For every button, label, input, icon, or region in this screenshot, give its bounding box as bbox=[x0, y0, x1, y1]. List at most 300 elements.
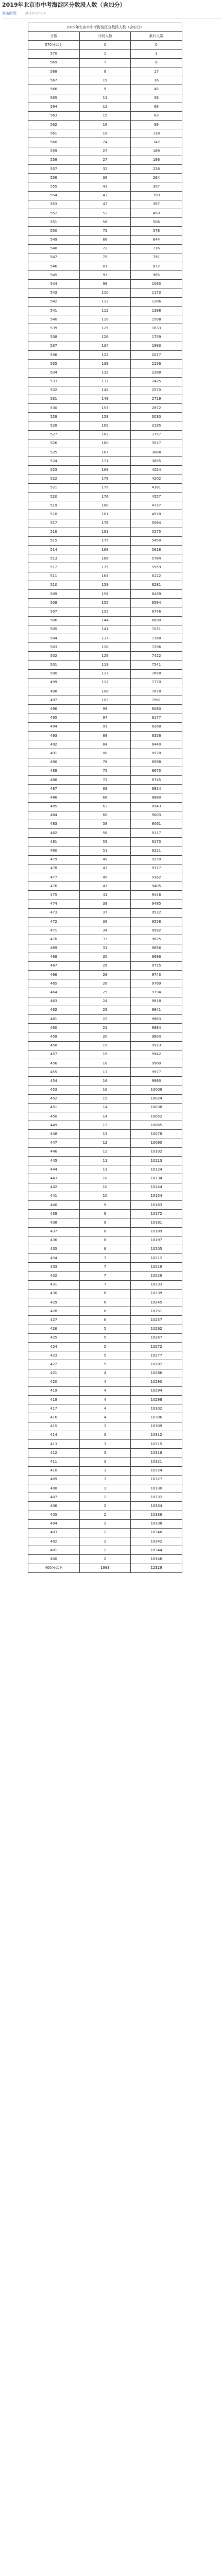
score-distribution-table bbox=[28, 23, 182, 1573]
count-cell: 5 bbox=[79, 1351, 131, 1360]
count-cell: 158 bbox=[79, 413, 131, 421]
cumulative-cell: 10078 bbox=[131, 1130, 182, 1139]
score-cell: 534 bbox=[28, 368, 80, 377]
article-meta bbox=[0, 9, 224, 17]
score-cell: 518 bbox=[28, 510, 80, 519]
table-row bbox=[28, 67, 182, 76]
cumulative-cell: 228 bbox=[131, 165, 182, 174]
count-cell: 75 bbox=[79, 253, 131, 262]
score-cell: 495 bbox=[28, 714, 80, 722]
cumulative-cell: 10336 bbox=[131, 1511, 182, 1519]
score-cell: 542 bbox=[28, 297, 80, 306]
table-row bbox=[28, 1369, 182, 1378]
count-cell: 75 bbox=[79, 767, 131, 775]
score-cell: 513 bbox=[28, 554, 80, 563]
count-cell: 43 bbox=[79, 882, 131, 891]
cumulative-cell: 10342 bbox=[131, 1537, 182, 1546]
count-cell: 2 bbox=[79, 1511, 131, 1519]
table-row bbox=[28, 76, 182, 85]
score-cell: 414 bbox=[28, 1431, 80, 1439]
score-cell: 523 bbox=[28, 466, 80, 474]
score-cell: 459 bbox=[28, 1032, 80, 1041]
table-row bbox=[28, 1130, 182, 1139]
cumulative-cell: 8598 bbox=[131, 758, 182, 767]
table-row bbox=[28, 961, 182, 970]
count-cell: 110 bbox=[79, 315, 131, 324]
score-cell: 569 bbox=[28, 58, 80, 67]
cumulative-cell: 791 bbox=[131, 253, 182, 262]
count-cell: 12 bbox=[79, 103, 131, 111]
count-cell: 19 bbox=[79, 1050, 131, 1059]
score-cell: 424 bbox=[28, 1342, 80, 1351]
count-cell: 45 bbox=[79, 873, 131, 882]
cumulative-cell: 10212 bbox=[131, 1254, 182, 1263]
score-cell: 537 bbox=[28, 342, 80, 350]
score-cell: 419 bbox=[28, 1386, 80, 1395]
cumulative-cell: 0 bbox=[131, 41, 182, 49]
count-cell: 7 bbox=[79, 58, 131, 67]
table-row bbox=[28, 678, 182, 687]
count-cell: 171 bbox=[79, 457, 131, 466]
score-cell: 519 bbox=[28, 501, 80, 510]
table-row bbox=[28, 1386, 182, 1395]
count-cell: 93 bbox=[79, 271, 131, 280]
table-row bbox=[28, 714, 182, 722]
score-cell: 407 bbox=[28, 1493, 80, 1502]
count-cell: 56 bbox=[79, 218, 131, 227]
score-cell: 539 bbox=[28, 324, 80, 333]
publish-label: 发布时间 bbox=[2, 11, 16, 15]
count-cell: 27 bbox=[79, 156, 131, 164]
count-cell: 11 bbox=[79, 1165, 131, 1174]
count-cell: 175 bbox=[79, 563, 131, 572]
score-cell: 436 bbox=[28, 1236, 80, 1245]
count-cell: 16 bbox=[79, 1077, 131, 1086]
cumulative-cell: 8440 bbox=[131, 740, 182, 749]
score-cell: 570 bbox=[28, 49, 80, 58]
table-row bbox=[28, 1396, 182, 1404]
count-cell: 10 bbox=[79, 1183, 131, 1192]
table-row bbox=[28, 156, 182, 164]
cumulative-cell: 10332 bbox=[131, 1493, 182, 1502]
cumulative-cell: 17 bbox=[131, 67, 182, 76]
count-cell: 134 bbox=[79, 342, 131, 350]
table-row bbox=[28, 510, 182, 519]
table-row bbox=[28, 882, 182, 891]
count-cell: 12 bbox=[79, 1139, 131, 1147]
count-cell: 9 bbox=[79, 1218, 131, 1227]
score-cell: 522 bbox=[28, 474, 80, 483]
cumulative-cell: 9715 bbox=[131, 961, 182, 970]
score-cell: 544 bbox=[28, 280, 80, 289]
score-cell: 415 bbox=[28, 1422, 80, 1431]
table-row bbox=[28, 1121, 182, 1130]
cumulative-cell: 10327 bbox=[131, 1475, 182, 1484]
cumulative-cell: 9794 bbox=[131, 988, 182, 997]
cumulative-cell: 10226 bbox=[131, 1272, 182, 1280]
count-cell: 128 bbox=[79, 643, 131, 652]
table-row bbox=[28, 1333, 182, 1342]
count-cell: 176 bbox=[79, 492, 131, 501]
table-row bbox=[28, 519, 182, 528]
cumulative-cell: 4381 bbox=[131, 483, 182, 492]
count-cell: 110 bbox=[79, 289, 131, 297]
score-cell: 425 bbox=[28, 1333, 80, 1342]
table-row bbox=[28, 1059, 182, 1067]
cumulative-cell: 8943 bbox=[131, 802, 182, 811]
score-cell: 541 bbox=[28, 307, 80, 315]
score-cell: 525 bbox=[28, 448, 80, 457]
publish-date: 2019-07-04 bbox=[25, 11, 46, 15]
table-row bbox=[28, 1413, 182, 1422]
table-row bbox=[28, 324, 182, 333]
score-cell: 440 bbox=[28, 1200, 80, 1209]
count-cell: 34 bbox=[79, 926, 131, 935]
table-row bbox=[28, 1280, 182, 1289]
cumulative-cell: 9769 bbox=[131, 979, 182, 988]
count-cell: 7 bbox=[79, 1263, 131, 1272]
score-cell: 563 bbox=[28, 111, 80, 120]
table-row bbox=[28, 103, 182, 111]
column-header-cumulative: 累计人数 bbox=[131, 32, 182, 41]
count-cell: 66 bbox=[79, 793, 131, 802]
cumulative-cell: 5618 bbox=[131, 546, 182, 554]
score-cell: 567 bbox=[28, 76, 80, 85]
score-cell: 531 bbox=[28, 395, 80, 403]
score-table-container bbox=[28, 23, 182, 1573]
cumulative-cell: 7981 bbox=[131, 696, 182, 705]
table-row bbox=[28, 908, 182, 917]
count-cell: 112 bbox=[79, 307, 131, 315]
score-cell: 420 bbox=[28, 1378, 80, 1386]
table-row bbox=[28, 1157, 182, 1165]
score-cell: 504 bbox=[28, 634, 80, 642]
table-row bbox=[28, 1174, 182, 1183]
table-row bbox=[28, 1528, 182, 1537]
count-cell: 149 bbox=[79, 395, 131, 403]
table-row bbox=[28, 1431, 182, 1439]
table-row bbox=[28, 705, 182, 714]
cumulative-cell: 10340 bbox=[131, 1528, 182, 1537]
count-cell: 169 bbox=[79, 466, 131, 474]
cumulative-cell: 4557 bbox=[131, 492, 182, 501]
score-cell: 486 bbox=[28, 793, 80, 802]
cumulative-cell: 1173 bbox=[131, 289, 182, 297]
table-row bbox=[28, 528, 182, 536]
cumulative-cell: 4024 bbox=[131, 466, 182, 474]
cumulative-cell: 10219 bbox=[131, 1263, 182, 1272]
cumulative-cell: 10290 bbox=[131, 1378, 182, 1386]
count-cell: 24 bbox=[79, 997, 131, 1006]
score-cell: 418 bbox=[28, 1396, 80, 1404]
cumulative-cell: 10346 bbox=[131, 1555, 182, 1564]
cumulative-cell: 2017 bbox=[131, 350, 182, 359]
score-cell: 403 bbox=[28, 1528, 80, 1537]
count-cell: 2 bbox=[79, 1502, 131, 1511]
table-row bbox=[28, 607, 182, 616]
count-cell: 4 bbox=[79, 1386, 131, 1395]
count-cell: 21 bbox=[79, 1024, 131, 1032]
score-cell: 475 bbox=[28, 891, 80, 900]
table-row bbox=[28, 350, 182, 359]
score-cell: 535 bbox=[28, 360, 80, 368]
cumulative-cell: 10318 bbox=[131, 1449, 182, 1458]
cumulative-cell: 12329 bbox=[131, 1564, 182, 1572]
score-cell: 445 bbox=[28, 1157, 80, 1165]
cumulative-cell: 9743 bbox=[131, 971, 182, 979]
count-cell: 179 bbox=[79, 483, 131, 492]
cumulative-cell: 9904 bbox=[131, 1032, 182, 1041]
cumulative-cell: 10239 bbox=[131, 1289, 182, 1298]
cumulative-cell: 6594 bbox=[131, 599, 182, 607]
score-cell: 533 bbox=[28, 377, 80, 386]
count-cell: 29 bbox=[79, 961, 131, 970]
score-cell: 427 bbox=[28, 1316, 80, 1325]
count-cell: 167 bbox=[79, 448, 131, 457]
count-cell: 103 bbox=[79, 696, 131, 705]
cumulative-cell: 10338 bbox=[131, 1519, 182, 1528]
cumulative-cell: 10330 bbox=[131, 1484, 182, 1493]
table-row bbox=[28, 846, 182, 855]
table-row bbox=[28, 474, 182, 483]
score-cell: 466 bbox=[28, 971, 80, 979]
cumulative-cell: 9884 bbox=[131, 1024, 182, 1032]
score-cell: 473 bbox=[28, 908, 80, 917]
count-cell: 19 bbox=[79, 129, 131, 138]
cumulative-cell: 5784 bbox=[131, 554, 182, 563]
table-row bbox=[28, 1404, 182, 1413]
cumulative-cell: 872 bbox=[131, 262, 182, 271]
cumulative-cell: 10102 bbox=[131, 1147, 182, 1156]
table-row bbox=[28, 1192, 182, 1200]
count-cell: 3 bbox=[79, 1466, 131, 1475]
count-cell: 3 bbox=[79, 1484, 131, 1493]
cumulative-cell: 1759 bbox=[131, 333, 182, 342]
count-cell: 178 bbox=[79, 474, 131, 483]
score-cell: 527 bbox=[28, 430, 80, 439]
table-row bbox=[28, 829, 182, 838]
table-row bbox=[28, 660, 182, 669]
score-cell: 476 bbox=[28, 882, 80, 891]
table-row bbox=[28, 1307, 182, 1316]
cumulative-cell: 7168 bbox=[131, 634, 182, 642]
cumulative-cell: 8673 bbox=[131, 767, 182, 775]
cumulative-cell: 9446 bbox=[131, 891, 182, 900]
cumulative-cell: 9977 bbox=[131, 1068, 182, 1077]
count-cell: 53 bbox=[79, 209, 131, 217]
cumulative-cell: 9841 bbox=[131, 1006, 182, 1014]
table-row bbox=[28, 1068, 182, 1077]
count-cell: 84 bbox=[79, 740, 131, 749]
table-row bbox=[28, 1077, 182, 1086]
table-row bbox=[28, 333, 182, 342]
table-row bbox=[28, 811, 182, 820]
cumulative-cell: 506 bbox=[131, 218, 182, 227]
table-row bbox=[28, 572, 182, 581]
table-row bbox=[28, 244, 182, 253]
table-row bbox=[28, 1210, 182, 1218]
score-cell: 446 bbox=[28, 1147, 80, 1156]
score-cell: 472 bbox=[28, 917, 80, 926]
table-row bbox=[28, 209, 182, 217]
score-cell: 553 bbox=[28, 200, 80, 209]
cumulative-cell: 6439 bbox=[131, 590, 182, 599]
count-cell: 69 bbox=[79, 785, 131, 793]
cumulative-cell: 10233 bbox=[131, 1280, 182, 1289]
score-cell: 464 bbox=[28, 988, 80, 997]
count-cell: 23 bbox=[79, 1006, 131, 1014]
cumulative-cell: 9592 bbox=[131, 926, 182, 935]
score-cell: 463 bbox=[28, 997, 80, 1006]
score-cell: 447 bbox=[28, 1139, 80, 1147]
score-cell: 554 bbox=[28, 191, 80, 200]
score-cell: 505 bbox=[28, 625, 80, 634]
table-row bbox=[28, 971, 182, 979]
table-row bbox=[28, 696, 182, 705]
score-cell: 406 bbox=[28, 1502, 80, 1511]
table-row bbox=[28, 58, 182, 67]
cumulative-cell: 10302 bbox=[131, 1404, 182, 1413]
score-cell: 423 bbox=[28, 1351, 80, 1360]
cumulative-cell: 8745 bbox=[131, 775, 182, 784]
count-cell: 126 bbox=[79, 333, 131, 342]
score-cell: 560 bbox=[28, 138, 80, 147]
cumulative-cell: 8880 bbox=[131, 793, 182, 802]
count-cell: 155 bbox=[79, 599, 131, 607]
count-cell: 27 bbox=[79, 147, 131, 156]
count-cell: 137 bbox=[79, 377, 131, 386]
cumulative-cell: 9061 bbox=[131, 820, 182, 828]
count-cell: 181 bbox=[79, 528, 131, 536]
table-row bbox=[28, 749, 182, 758]
cumulative-cell: 10245 bbox=[131, 1298, 182, 1307]
table-row bbox=[28, 1493, 182, 1502]
score-cell: 437 bbox=[28, 1227, 80, 1236]
count-cell: 30 bbox=[79, 953, 131, 961]
table-row bbox=[28, 111, 182, 120]
table-row bbox=[28, 1484, 182, 1493]
score-cell: 460 bbox=[28, 1024, 80, 1032]
table-row bbox=[28, 448, 182, 457]
cumulative-cell: 10251 bbox=[131, 1307, 182, 1316]
score-cell: 491 bbox=[28, 749, 80, 758]
cumulative-cell: 2288 bbox=[131, 368, 182, 377]
table-row bbox=[28, 935, 182, 944]
score-cell: 508 bbox=[28, 599, 80, 607]
count-cell: 60 bbox=[79, 811, 131, 820]
score-cell: 443 bbox=[28, 1174, 80, 1183]
score-cell: 530 bbox=[28, 404, 80, 413]
score-cell: 556 bbox=[28, 174, 80, 182]
score-cell: 431 bbox=[28, 1280, 80, 1289]
score-cell: 493 bbox=[28, 732, 80, 740]
count-cell: 15 bbox=[79, 111, 131, 120]
count-cell: 153 bbox=[79, 404, 131, 413]
table-row bbox=[28, 1147, 182, 1156]
score-cell: 498 bbox=[28, 687, 80, 696]
cumulative-cell: 4737 bbox=[131, 501, 182, 510]
table-row bbox=[28, 315, 182, 324]
page-title: 2019年北京市中考海淀区分数段人数（含加分） bbox=[2, 2, 126, 8]
table-row bbox=[28, 466, 182, 474]
table-row bbox=[28, 1041, 182, 1050]
count-cell: 99 bbox=[79, 705, 131, 714]
count-cell: 36 bbox=[79, 917, 131, 926]
count-cell: 9 bbox=[79, 67, 131, 76]
score-cell: 532 bbox=[28, 386, 80, 395]
table-row bbox=[28, 1200, 182, 1209]
cumulative-cell: 1508 bbox=[131, 315, 182, 324]
count-cell: 33 bbox=[79, 935, 131, 944]
score-cell: 529 bbox=[28, 413, 80, 421]
count-cell: 2 bbox=[79, 1528, 131, 1537]
table-row bbox=[28, 289, 182, 297]
cumulative-cell: 142 bbox=[131, 138, 182, 147]
count-cell: 97 bbox=[79, 714, 131, 722]
cumulative-cell: 10334 bbox=[131, 1502, 182, 1511]
score-cell: 494 bbox=[28, 722, 80, 731]
count-cell: 36 bbox=[79, 174, 131, 182]
count-cell: 66 bbox=[79, 235, 131, 244]
table-row bbox=[28, 165, 182, 174]
cumulative-cell: 10286 bbox=[131, 1369, 182, 1378]
cumulative-cell: 8268 bbox=[131, 722, 182, 731]
table-row bbox=[28, 838, 182, 846]
table-row bbox=[28, 1112, 182, 1121]
table-row bbox=[28, 1422, 182, 1431]
cumulative-cell: 10309 bbox=[131, 1422, 182, 1431]
table-row bbox=[28, 687, 182, 696]
table-row bbox=[28, 1218, 182, 1227]
cumulative-cell: 8 bbox=[131, 58, 182, 67]
count-cell: 165 bbox=[79, 421, 131, 430]
count-cell: 2 bbox=[79, 1546, 131, 1555]
cumulative-cell: 3855 bbox=[131, 457, 182, 466]
count-cell: 2 bbox=[79, 1537, 131, 1546]
table-row bbox=[28, 793, 182, 802]
table-row bbox=[28, 900, 182, 908]
table-row bbox=[28, 988, 182, 997]
score-cell: 451 bbox=[28, 1103, 80, 1112]
cumulative-cell: 8814 bbox=[131, 785, 182, 793]
count-cell: 47 bbox=[79, 864, 131, 873]
count-cell: 88 bbox=[79, 732, 131, 740]
cumulative-cell: 9960 bbox=[131, 1059, 182, 1067]
count-cell: 39 bbox=[79, 900, 131, 908]
count-cell: 119 bbox=[79, 660, 131, 669]
cumulative-cell: 6746 bbox=[131, 607, 182, 616]
score-cell: 471 bbox=[28, 926, 80, 935]
score-cell: 481 bbox=[28, 838, 80, 846]
count-cell: 113 bbox=[79, 297, 131, 306]
score-cell: 545 bbox=[28, 271, 80, 280]
count-cell: 139 bbox=[79, 360, 131, 368]
table-row bbox=[28, 121, 182, 129]
table-row bbox=[28, 775, 182, 784]
score-cell: 438 bbox=[28, 1218, 80, 1227]
score-cell: 484 bbox=[28, 811, 80, 820]
score-cell: 469 bbox=[28, 944, 80, 953]
table-row bbox=[28, 563, 182, 572]
score-cell: 570分以上 bbox=[28, 41, 80, 49]
score-cell: 413 bbox=[28, 1440, 80, 1449]
count-cell: 19 bbox=[79, 1041, 131, 1050]
count-cell: 28 bbox=[79, 971, 131, 979]
score-cell: 492 bbox=[28, 740, 80, 749]
cumulative-cell: 10315 bbox=[131, 1440, 182, 1449]
table-row bbox=[28, 1165, 182, 1174]
score-cell: 499 bbox=[28, 678, 80, 687]
